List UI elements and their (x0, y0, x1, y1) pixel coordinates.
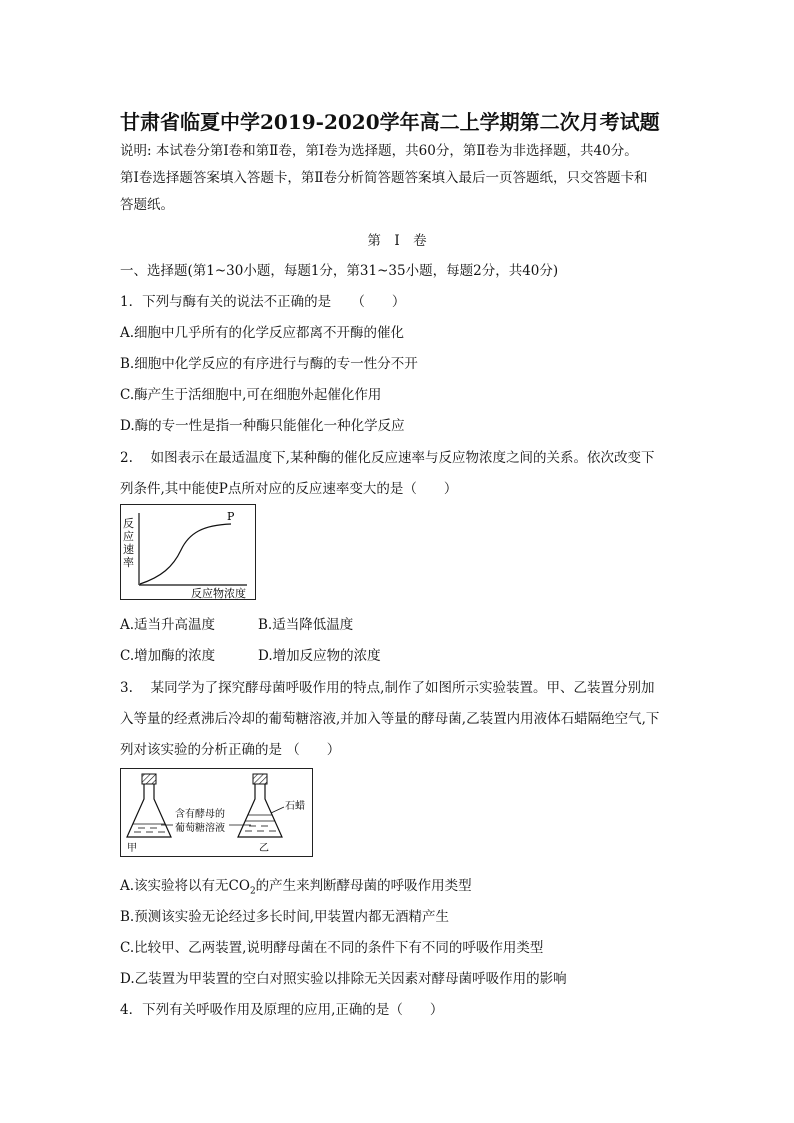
q1-option-d: D.酶的专一性是指一种酶只能催化一种化学反应 (120, 418, 405, 434)
y-label-char-2: 应 (123, 530, 134, 543)
q4-stem: 4．下列有关呼吸作用及原理的应用,正确的是（ ） (120, 1002, 444, 1018)
q2-stem-line-1: 2. 如图表示在最适温度下,某种酶的催化反应速率与反应物浓度之间的关系。依次改变下 (120, 450, 655, 466)
q2-stem-line-2: 列条件,其中能使P点所对应的反应速率变大的是（ ） (120, 481, 458, 497)
page-title: 甘肃省临夏中学2019-2020学年高二上学期第二次月考试题 (120, 110, 660, 134)
paraffin-label: 石蜡 (285, 801, 305, 812)
q3-option-a-pre: A.该实验将以有无CO (120, 878, 250, 894)
solution-label-line-2: 葡萄糖溶液 (175, 823, 225, 834)
instructions-line-1: 说明: 本试卷分第Ⅰ卷和第Ⅱ卷，第Ⅰ卷为选择题，共60分，第Ⅱ卷为非选择题，共40分。 (120, 143, 638, 159)
paraffin-pointer (271, 807, 284, 813)
rate-curve-svg (121, 505, 255, 599)
instructions-line-2: 第Ⅰ卷选择题答案填入答题卡，第Ⅱ卷分析简答题答案填入最后一页答题纸，只交答题卡和 (120, 170, 648, 186)
solution-label-line-1: 含有酵母的 (175, 809, 225, 820)
rate-curve (140, 524, 231, 584)
q3-option-a-post: 的产生来判断酵母菌的呼吸作用类型 (255, 878, 472, 894)
y-label-char-1: 反 (123, 517, 134, 530)
q3-option-a-sub: 2 (249, 886, 256, 897)
q3-stem-line-1: 3. 某同学为了探究酵母菌呼吸作用的特点,制作了如图所示实验装置。甲、乙装置分别加 (120, 680, 655, 696)
q2-option-b: B.适当降低温度 (258, 617, 354, 633)
q3-figure-flasks (120, 768, 313, 857)
q3-stem-line-2: 入等量的经煮沸后冷却的葡萄糖溶液,并加入等量的酵母菌,乙装置内用液体石蜡隔绝空气,下 (120, 711, 660, 727)
q2-option-d: D.增加反应物的浓度 (258, 648, 381, 664)
q2-figure-rate-curve (120, 504, 256, 600)
q2-option-a: A.适当升高温度 (120, 617, 216, 633)
flasks-svg (121, 769, 312, 856)
y-label-char-3: 速 (123, 543, 134, 556)
section-header: 第 Ⅰ 卷 (367, 233, 427, 249)
q1-stem: 1．下列与酶有关的说法不正确的是 （ ） (120, 294, 406, 310)
q1-option-a: A.细胞中几乎所有的化学反应都离不开酶的催化 (120, 325, 405, 341)
section-intro: 一、选择题(第1~30小题，每题1分，第31~35小题，每题2分，共40分) (120, 263, 559, 279)
q3-option-b: B.预测该实验无论经过多长时间,甲装置内都无酒精产生 (120, 909, 450, 925)
flask-a-label: 甲 (127, 843, 137, 854)
point-p-label: P (227, 510, 235, 523)
q3-option-d: D.乙装置为甲装置的空白对照实验以排除无关因素对酵母菌呼吸作用的影响 (120, 971, 567, 987)
stopper-b (253, 774, 267, 784)
q2-option-c: C.增加酶的浓度 (120, 648, 216, 664)
q1-option-b: B.细胞中化学反应的有序进行与酶的专一性分不开 (120, 356, 418, 372)
stopper-a (142, 774, 156, 784)
q1-option-c: C.酶产生于活细胞中,可在细胞外起催化作用 (120, 387, 382, 403)
q3-option-c: C.比较甲、乙两装置,说明酵母菌在不同的条件下有不同的呼吸作用类型 (120, 940, 544, 956)
flask-b-label: 乙 (259, 843, 269, 854)
q3-option-a (120, 874, 472, 897)
flask-a (127, 784, 171, 837)
x-axis-label: 反应物浓度 (191, 587, 246, 599)
y-label-char-4: 率 (123, 556, 134, 569)
instructions-line-3: 答题纸。 (120, 197, 174, 213)
q3-stem-line-3: 列对该实验的分析正确的是 （ ） (120, 742, 341, 758)
flask-b (238, 784, 282, 837)
